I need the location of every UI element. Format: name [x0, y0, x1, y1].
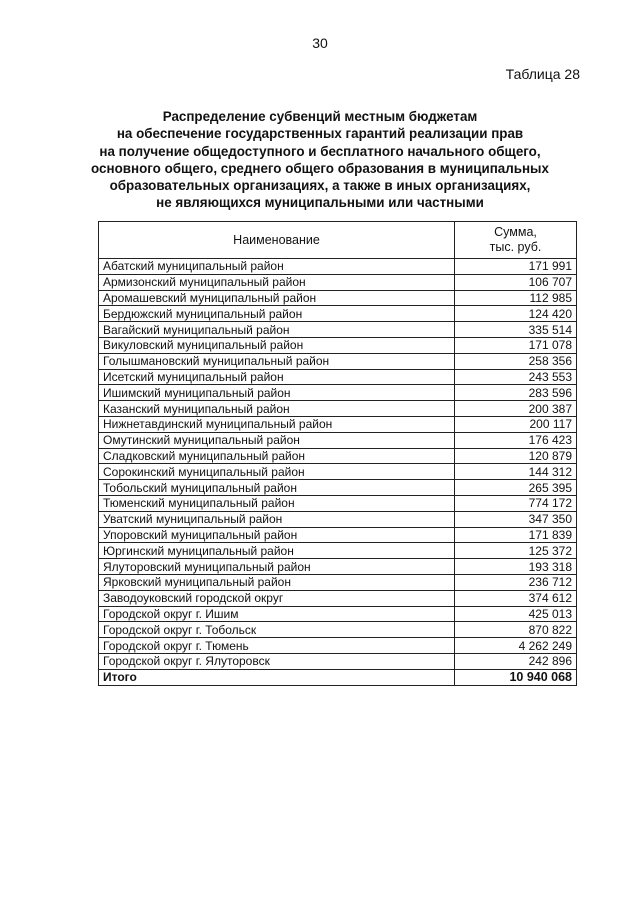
- table-row: [99, 511, 577, 527]
- row-value: 870 822: [455, 622, 577, 638]
- row-value: 425 013: [455, 606, 577, 622]
- row-name: Городской округ г. Тюмень: [99, 638, 455, 654]
- row-value: 283 596: [455, 385, 577, 401]
- row-name: Бердюжский муниципальный район: [99, 306, 455, 322]
- table-total-row: [99, 669, 577, 685]
- table-row: [99, 385, 577, 401]
- title-line: образовательных организациях, а также в иных организациях,: [109, 178, 531, 194]
- page-number: 30: [312, 35, 328, 51]
- row-name: Казанский муниципальный район: [99, 401, 455, 417]
- table-row: [99, 464, 577, 480]
- row-name: Ярковский муниципальный район: [99, 574, 455, 590]
- row-name: Аромашевский муниципальный район: [99, 290, 455, 306]
- row-value: 144 312: [455, 464, 577, 480]
- header-name: Наименование: [99, 222, 455, 259]
- table-row: [99, 306, 577, 322]
- table-row: [99, 432, 577, 448]
- row-value: 125 372: [455, 543, 577, 559]
- title-line: на обеспечение государственных гарантий реализации прав: [116, 126, 524, 142]
- table-row: [99, 606, 577, 622]
- row-name: Вагайский муниципальный район: [99, 322, 455, 338]
- row-name: Тюменский муниципальный район: [99, 495, 455, 511]
- row-value: 200 117: [455, 416, 577, 432]
- row-name: Исетский муниципальный район: [99, 369, 455, 385]
- title-line: не являющихся муниципальными или частными: [156, 195, 484, 211]
- table-row: [99, 495, 577, 511]
- row-name: Тобольский муниципальный район: [99, 480, 455, 496]
- row-name: Уватский муниципальный район: [99, 511, 455, 527]
- table-row: [99, 416, 577, 432]
- title-line: Распределение субвенций местным бюджетам: [162, 109, 478, 124]
- table-label: Таблица 28: [505, 66, 580, 82]
- row-value: 193 318: [455, 559, 577, 575]
- row-value: 242 896: [455, 653, 577, 669]
- table-row: [99, 259, 577, 275]
- row-name: Абатский муниципальный район: [99, 259, 455, 275]
- table-row: [99, 527, 577, 543]
- table-row: [99, 480, 577, 496]
- document-title: [60, 108, 580, 212]
- row-value: 374 612: [455, 590, 577, 606]
- row-name: Упоровский муниципальный район: [99, 527, 455, 543]
- row-name: Сорокинский муниципальный район: [99, 464, 455, 480]
- row-name: Городской округ г. Тобольск: [99, 622, 455, 638]
- row-name: Армизонский муниципальный район: [99, 274, 455, 290]
- row-value: 4 262 249: [455, 638, 577, 654]
- row-value: 265 395: [455, 480, 577, 496]
- row-value: 347 350: [455, 511, 577, 527]
- total-value: 10 940 068: [455, 669, 577, 685]
- total-label: Итого: [99, 669, 455, 685]
- table-row: [99, 559, 577, 575]
- row-name: Омутинский муниципальный район: [99, 432, 455, 448]
- row-value: 171 839: [455, 527, 577, 543]
- table-row: [99, 322, 577, 338]
- row-value: 236 712: [455, 574, 577, 590]
- table-row: [99, 543, 577, 559]
- table-row: [99, 653, 577, 669]
- table-row: [99, 353, 577, 369]
- row-value: 243 553: [455, 369, 577, 385]
- row-name: Ишимский муниципальный район: [99, 385, 455, 401]
- table-row: [99, 369, 577, 385]
- row-name: Ялуторовский муниципальный район: [99, 559, 455, 575]
- table-row: [99, 638, 577, 654]
- table-row: [99, 290, 577, 306]
- row-name: Городской округ г. Ишим: [99, 606, 455, 622]
- table-header-row: [99, 222, 577, 259]
- row-value: 200 387: [455, 401, 577, 417]
- header-sum-line2: тыс. руб.: [489, 240, 542, 254]
- row-value: 335 514: [455, 322, 577, 338]
- header-sum: [455, 222, 577, 259]
- row-name: Юргинский муниципальный район: [99, 543, 455, 559]
- table-row: [99, 401, 577, 417]
- table-body: [99, 259, 577, 686]
- row-value: 171 991: [455, 259, 577, 275]
- row-value: 774 172: [455, 495, 577, 511]
- row-value: 176 423: [455, 432, 577, 448]
- row-value: 112 985: [455, 290, 577, 306]
- table-row: [99, 590, 577, 606]
- row-name: Сладковский муниципальный район: [99, 448, 455, 464]
- table-row: [99, 622, 577, 638]
- row-value: 120 879: [455, 448, 577, 464]
- table-row: [99, 274, 577, 290]
- row-value: 124 420: [455, 306, 577, 322]
- table-row: [99, 448, 577, 464]
- subvention-table: [98, 221, 577, 686]
- table-row: [99, 337, 577, 353]
- header-sum-line1: Сумма,: [494, 225, 537, 239]
- row-name: Голышмановский муниципальный район: [99, 353, 455, 369]
- title-line: на получение общедоступного и бесплатного начального общего,: [99, 143, 541, 159]
- row-name: Викуловский муниципальный район: [99, 337, 455, 353]
- row-value: 258 356: [455, 353, 577, 369]
- row-name: Заводоуковский городской округ: [99, 590, 455, 606]
- row-value: 171 078: [455, 337, 577, 353]
- row-name: Городской округ г. Ялуторовск: [99, 653, 455, 669]
- title-line: основного общего, среднего общего образования в муниципальных: [91, 160, 549, 176]
- table-row: [99, 574, 577, 590]
- row-value: 106 707: [455, 274, 577, 290]
- row-name: Нижнетавдинский муниципальный район: [99, 416, 455, 432]
